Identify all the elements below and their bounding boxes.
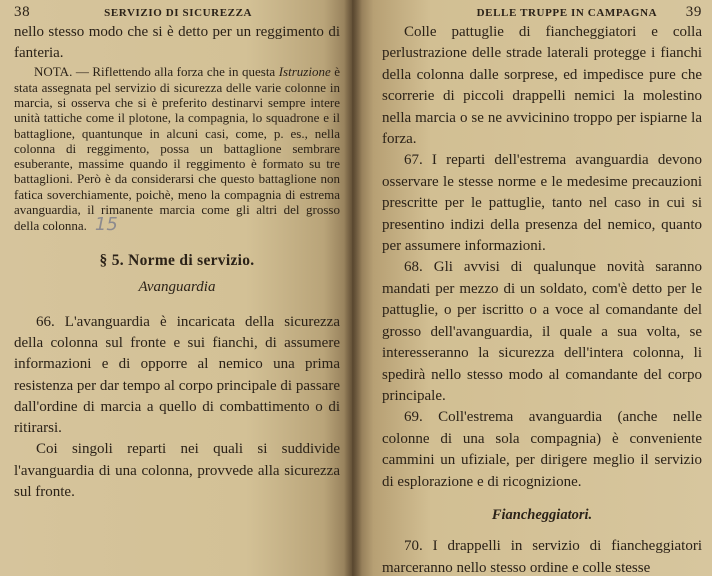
- paragraph-70: 70. I drappelli in servizio di fiancheggiatori marceranno nello stesso ordine e colle stesse: [382, 538, 702, 576]
- note-text-b: è stata assegnata pel servizio di sicurezza delle varie colonne in marcia, si osserva che si è preferito destinarvi sempre intere unità tattiche come il plotone, la compagnia, lo squadrone e il battaglione, quantunque in alcuni casi, come, p. es., nella colonna di reggimento, possa un battaglione sembrare esuberante, massime quando il reggimento è formato su tre battaglioni. Però è da considerarsi che questo battaglione non fatica soverchiamente, poichè, meno la compagnia di estrema avanguardia, il rimanente marcia come gli altri del grosso della colonna.: [14, 64, 341, 234]
- subheading-fiancheggiatori: Fiancheggiatori.: [491, 506, 593, 523]
- right-page-number: 39: [685, 4, 702, 20]
- right-page: [352, 0, 712, 576]
- left-body: [14, 22, 340, 503]
- paragraph-66: 66. L'avanguardia è incaricata della sicurezza della colonna sul fronte e sui fianchi, di assumere informazioni e di opporre al nemico una prima resistenza per dar tempo al corpo principale di passare dall'ordine di marcia a quello di combattimento o di ritirarsi.: [14, 314, 340, 437]
- subheading-avanguardia: Avanguardia: [138, 278, 216, 295]
- note-italic-word: Istruzione: [278, 64, 331, 80]
- paragraph-intro: Colle pattuglie di fiancheggiatori e colla perlustrazione delle strade laterali protegge i fianchi della colonna dalle sorprese, ed impedisce pure che scorrerie di piccoli drappelli nemici la molestino nella marcia o se ne avvicinino troppo per ispiarne la forza.: [382, 24, 702, 148]
- continuation-paragraph: nello stesso modo che si è detto per un reggimento di fanteria.: [14, 24, 340, 62]
- right-running-head: [408, 4, 702, 22]
- pencil-mark: 15: [94, 214, 118, 236]
- left-page-number: 38: [14, 4, 31, 20]
- paragraph-68: 68. Gli avvisi di qualunque novità saranno mandati per mezzo di un soldato, com'è detto per le pattuglie, o per iscritto o a voce al comandante del grosso dell'avanguardia, il quale a sua volta, se interesseranno la sicurezza dell'intera colonna, li spedirà nello stesso modo al comandante del corpo principale.: [382, 259, 702, 404]
- note-text-a: Riflettendo alla forza che in questa: [92, 64, 276, 80]
- paragraph-69: 69. Coll'estrema avanguardia (anche nelle colonne di una sola compagnia) è conveniente cammini un ufiziale, per dirigere meglio il servizio di esplorazione e di ricognizione.: [382, 409, 702, 490]
- section-title: § 5. Norme di servizio.: [99, 251, 255, 269]
- left-running-head: [14, 4, 340, 22]
- paragraph-coi: Coi singoli reparti nei quali si suddivide l'avanguardia di una colonna, provvede alla sicurezza sul fronte.: [14, 441, 340, 500]
- right-body: [382, 22, 702, 576]
- right-running-title: DELLE TRUPPE IN CAMPAGNA: [476, 7, 658, 19]
- note-label: NOTA. —: [34, 64, 89, 80]
- left-running-title: SERVIZIO DI SICUREZZA: [104, 7, 253, 19]
- note-paragraph: [14, 64, 341, 236]
- left-page: [0, 0, 352, 576]
- paragraph-67: 67. I reparti dell'estrema avanguardia devono osservare le stesse norme e le medesime precauzioni prescritte per le pattuglie, tanto nel caso in cui si presentino indizi della presenza del nemico, quanto per assumere informazioni.: [382, 152, 702, 255]
